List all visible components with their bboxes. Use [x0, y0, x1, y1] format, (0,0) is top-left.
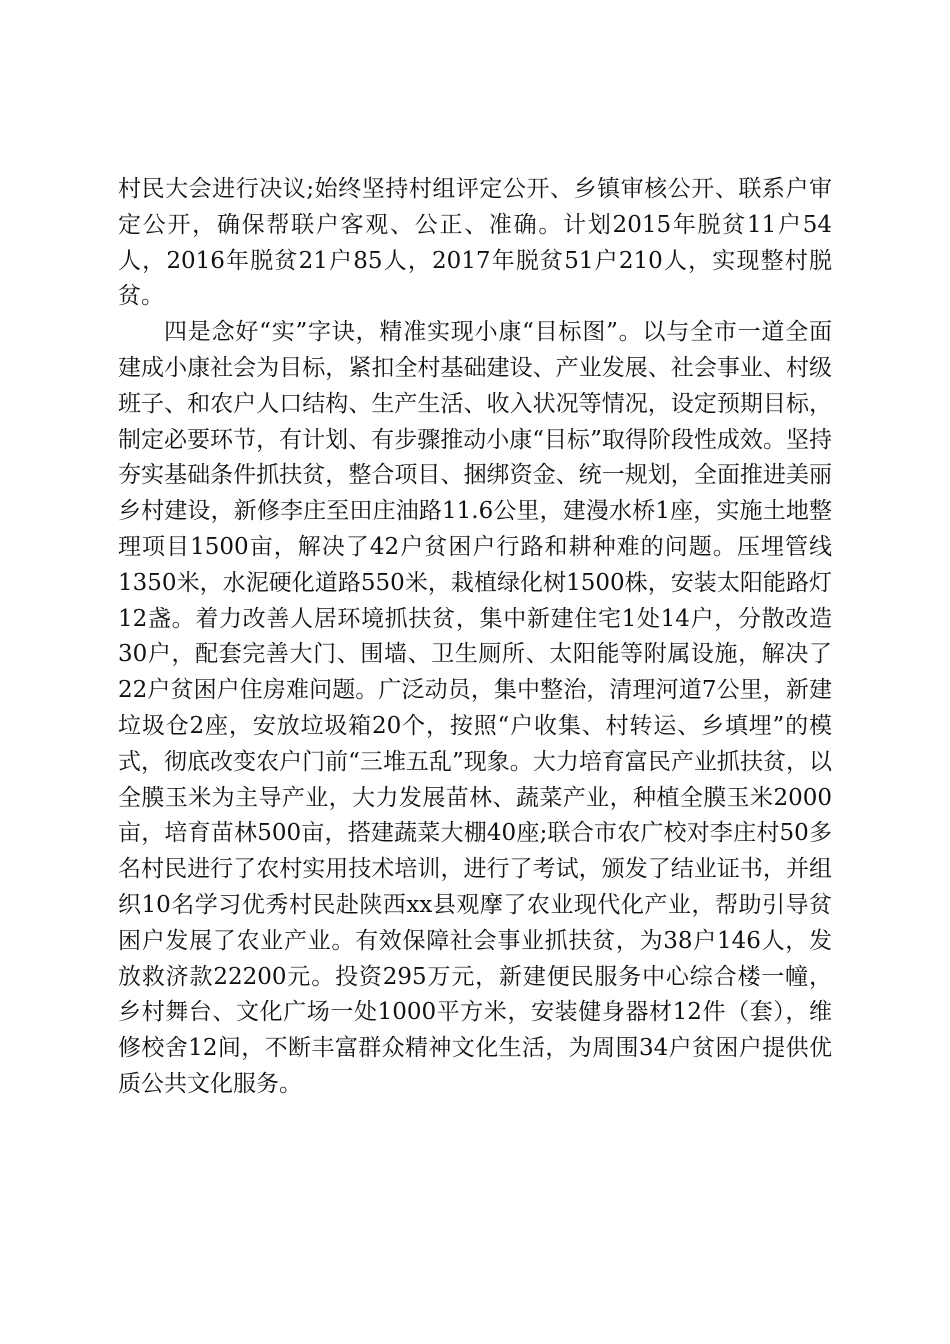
paragraph-continuation: 村民大会进行决议;始终坚持村组评定公开、乡镇审核公开、联系户审定公开，确保帮联户客观、公正、准确。计划2015年脱贫11户54人，2016年脱贫21户85人，2017年脱贫51户210人，实现整村脱贫。: [118, 176, 832, 310]
paragraph-section-four: 四是念好“实”字诀，精准实现小康“目标图”。以与全市一道全面建成小康社会为目标，紧扣全村基础建设、产业发展、社会事业、村级班子、和农户人口结构、生产生活、收入状况等情况，设定预期目标，制定必要环节，有计划、有步骤推动小康“目标”取得阶段性成效。坚持夯实基础条件抓扶贫，整合项目、捆绑资金、统一规划，全面推进美丽乡村建设，新修李庄至田庄油路11.6公里，建漫水桥1座，实施土地整理项目1500亩，解决了42户贫困户行路和耕种难的问题。压埋管线1350米，水泥硬化道路550米，栽植绿化树1500株，安装太阳能路灯12盏。着力改善人居环境抓扶贫，集中新建住宅1处14户，分散改造30户，配套完善大门、围墙、卫生厕所、太阳能等附属设施，解决了22户贫困户住房难问题。广泛动员，集中整治，清理河道7公里，新建垃圾仓2座，安放垃圾箱20个，按照“户收集、村转运、乡填埋”的模式，彻底改变农户门前“三堆五乱”现象。大力培育富民产业抓扶贫，以全膜玉米为主导产业，大力发展苗林、蔬菜产业，种植全膜玉米2000亩，培育苗林500亩，搭建蔬菜大棚40座;联合市农广校对李庄村50多名村民进行了农村实用技术培训，进行了考试，颁发了结业证书，并组织10名学习优秀村民赴陕西xx县观摩了农业现代化产业，帮助引导贫困户发展了农业产业。有效保障社会事业抓扶贫，为38户146人，发放救济款22200元。投资295万元，新建便民服务中心综合楼一幢，乡村舞台、文化广场一处1000平方米，安装健身器材12件（套），维修校舍12间，不断丰富群众精神文化生活，为周围34户贫困户提供优质公共文化服务。: [118, 319, 832, 1097]
document-body: [118, 172, 832, 1103]
